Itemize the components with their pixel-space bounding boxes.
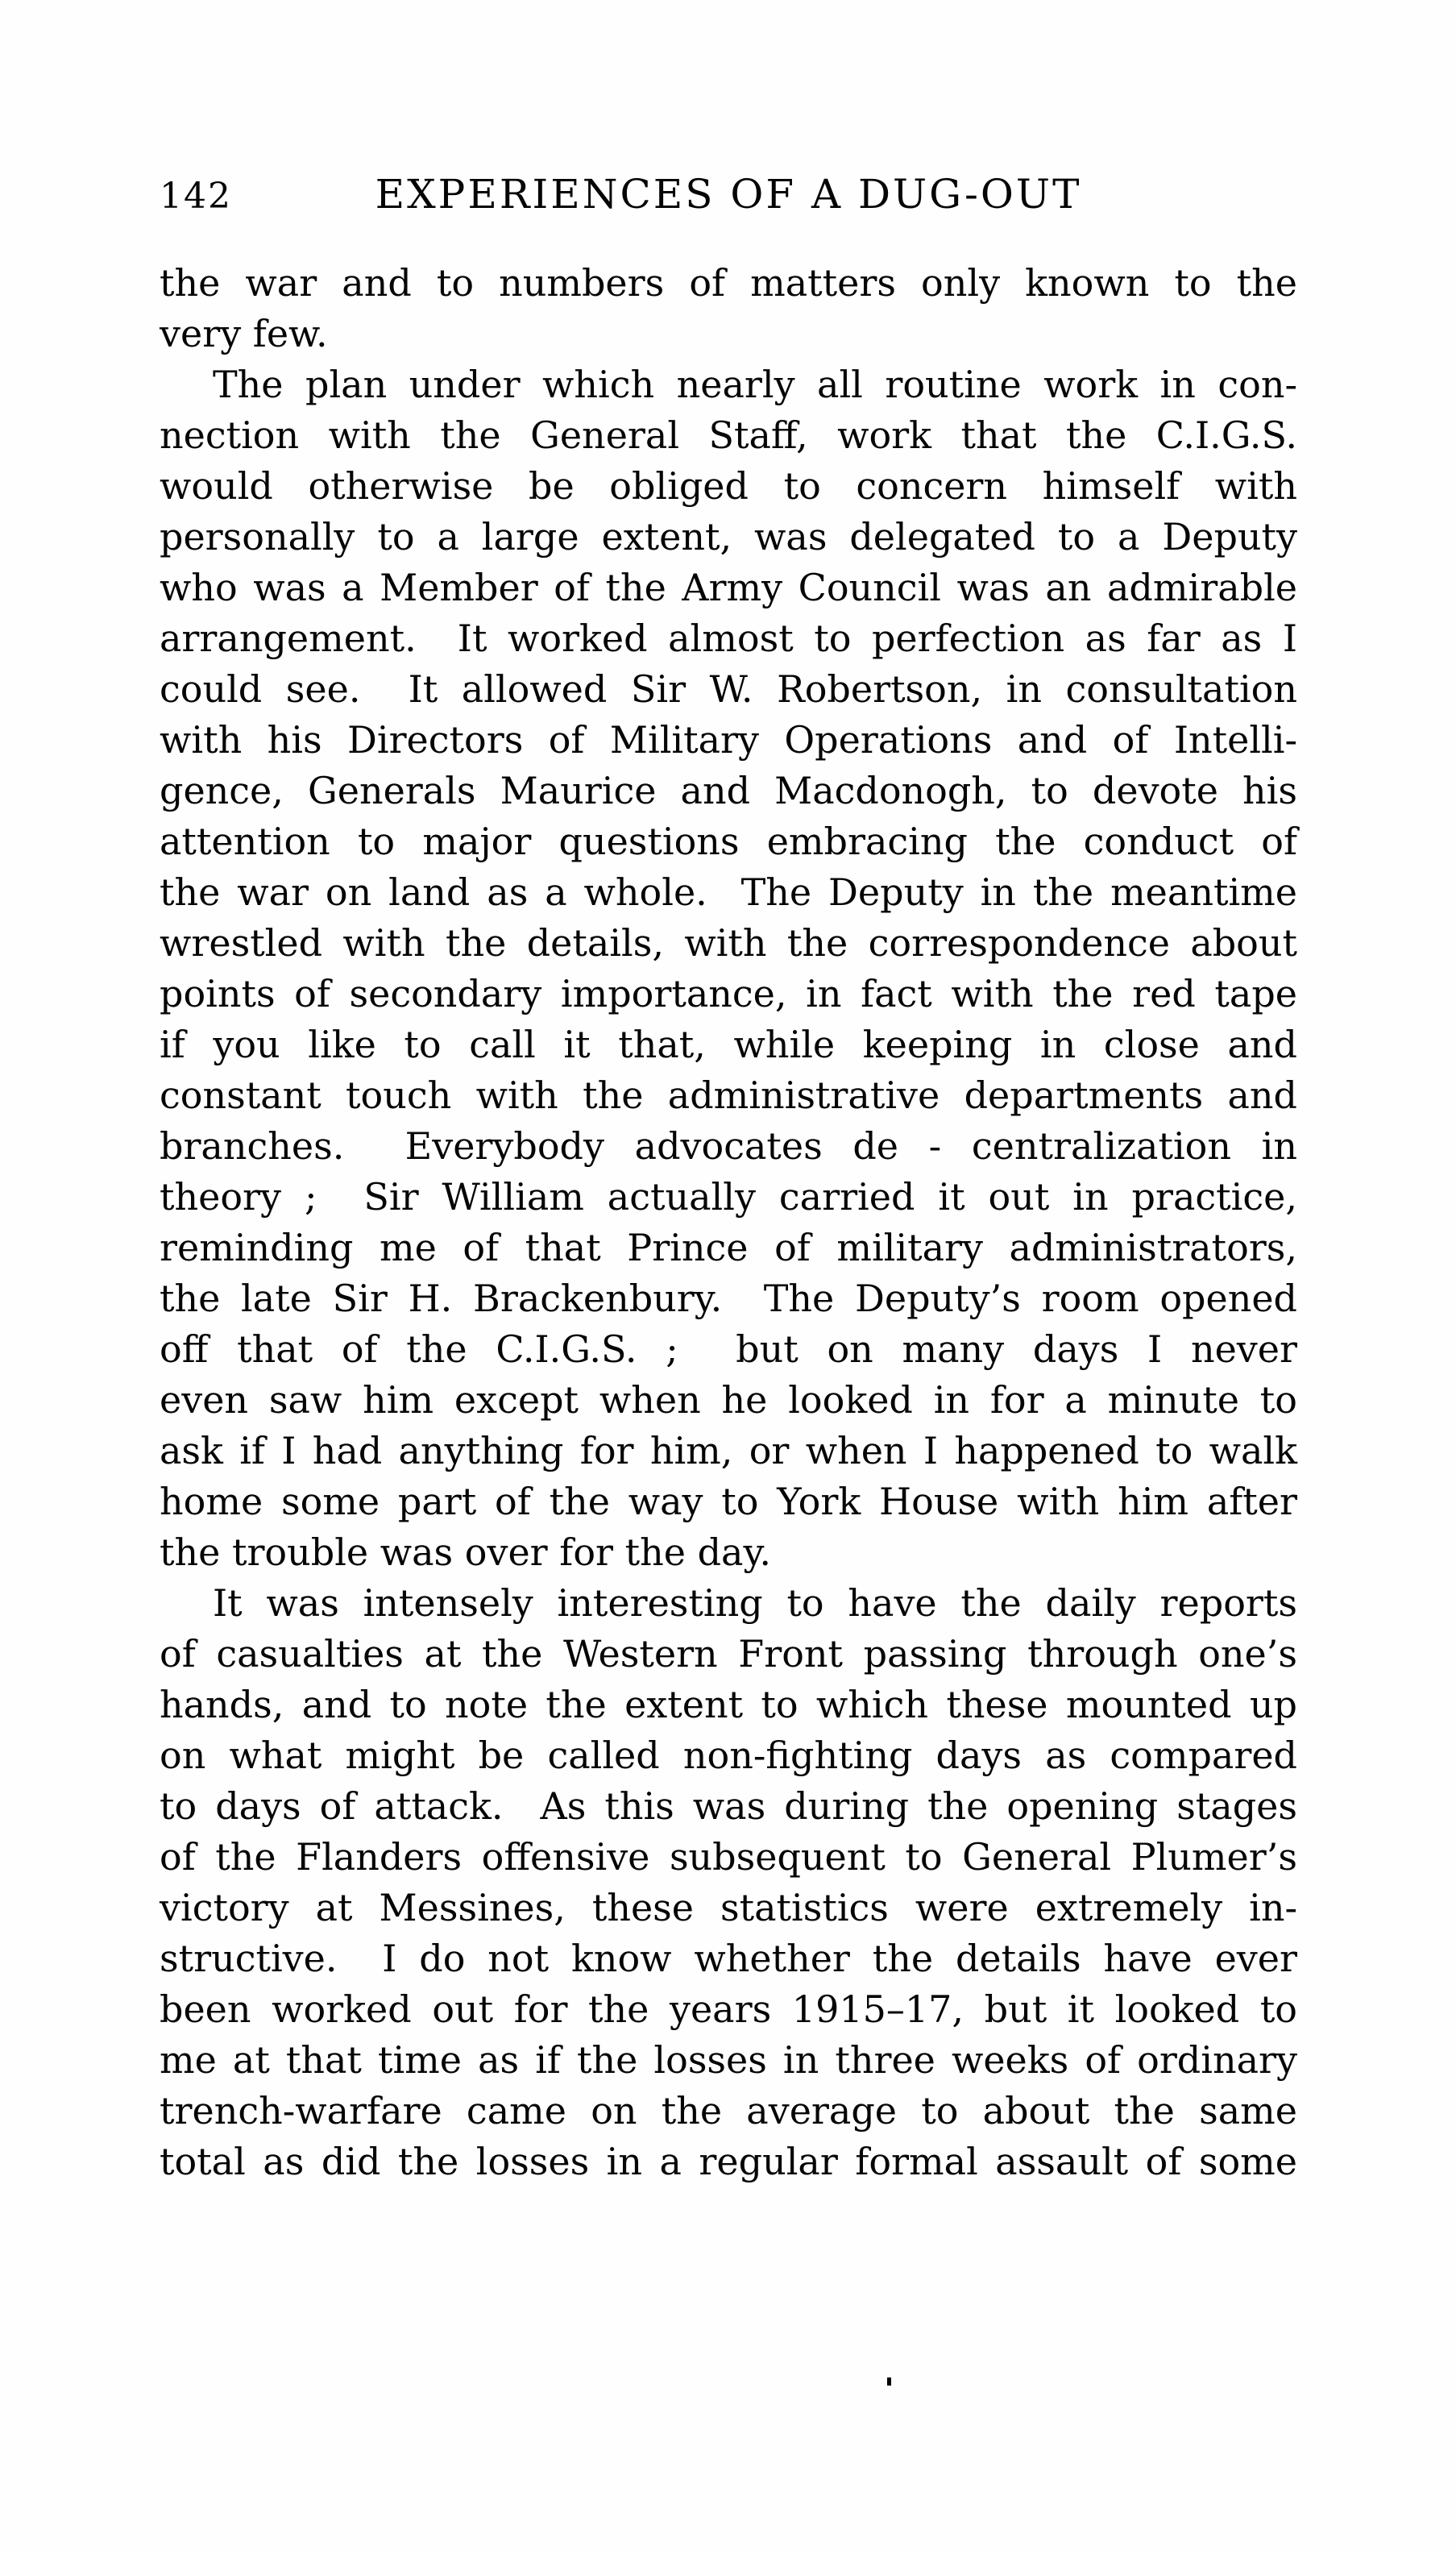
text-line: trench-warfare came on the average to about the same [160,2089,1297,2132]
text-line: total as did the losses in a regular formal assault of some [160,2140,1297,2183]
text-line: would otherwise be obliged to concern himself with [160,464,1297,508]
text-line: structive. I do not know whether the details have ever [160,1937,1297,1980]
text-line: victory at Messines, these statistics were extremely in- [160,1886,1297,1929]
text-line: of casualties at the Western Front passing through one’s [160,1632,1297,1676]
text-line: if you like to call it that, while keeping in close and [160,1023,1297,1066]
text-line: even saw him except when he looked in for a minute to [160,1378,1297,1422]
text-line: It was intensely interesting to have the daily reports [213,1581,1297,1625]
text-line: wrestled with the details, with the correspondence about [160,921,1297,965]
text-line: with his Directors of Military Operations and of Intelli- [160,718,1297,762]
text-line: the late Sir H. Brackenbury. The Deputy’s room opened [160,1277,1297,1320]
text-line: The plan under which nearly all routine work in con- [213,363,1297,406]
text-line: the trouble was over for the day. [160,1530,771,1574]
text-line: me at that time as if the losses in three weeks of ordinary [160,2038,1297,2082]
text-line: hands, and to note the extent to which these mounted up [160,1683,1297,1726]
text-line: to days of attack. As this was during the opening stages [160,1784,1297,1828]
text-line: arrangement. It worked almost to perfection as far as I [160,617,1297,660]
text-line: nection with the General Staff, work that the C.I.G.S. [160,413,1297,457]
text-line: off that of the C.I.G.S. ; but on many days I never [160,1327,1297,1371]
text-line: attention to major questions embracing the conduct of [160,820,1297,863]
text-line: who was a Member of the Army Council was an admirable [160,566,1297,609]
text-line: home some part of the way to York House with him after [160,1480,1297,1523]
text-line: been worked out for the years 1915–17, but it looked to [160,1987,1297,2031]
text-line: could see. It allowed Sir W. Robertson, in consultation [160,667,1297,711]
running-title: EXPERIENCES OF A DUG-OUT [375,171,1082,218]
text-line: of the Flanders offensive subsequent to General Plumer’s [160,1835,1297,1879]
text-line: the war on land as a whole. The Deputy in the meantime [160,870,1297,914]
text-line: gence, Generals Maurice and Macdonogh, to devote his [160,769,1297,812]
text-line: on what might be called non-fighting days as compared [160,1734,1297,1777]
ink-speck [887,2378,891,2386]
text-line: personally to a large extent, was delegated to a Deputy [160,515,1297,559]
text-line: branches. Everybody advocates de - centralization in [160,1124,1297,1168]
text-line: the war and to numbers of matters only known to the [160,261,1297,305]
text-line: ask if I had anything for him, or when I happened to walk [160,1429,1297,1472]
text-line: points of secondary importance, in fact with the red tape [160,972,1297,1015]
page-header [160,171,1297,216]
page-body [160,258,1297,2187]
text-line: constant touch with the administrative departments and [160,1074,1297,1117]
page-number: 142 [160,176,232,217]
text-line: very few. [160,312,328,355]
text-line: reminding me of that Prince of military administrators, [160,1226,1297,1269]
text-line: theory ; Sir William actually carried it out in practice, [160,1175,1297,1219]
